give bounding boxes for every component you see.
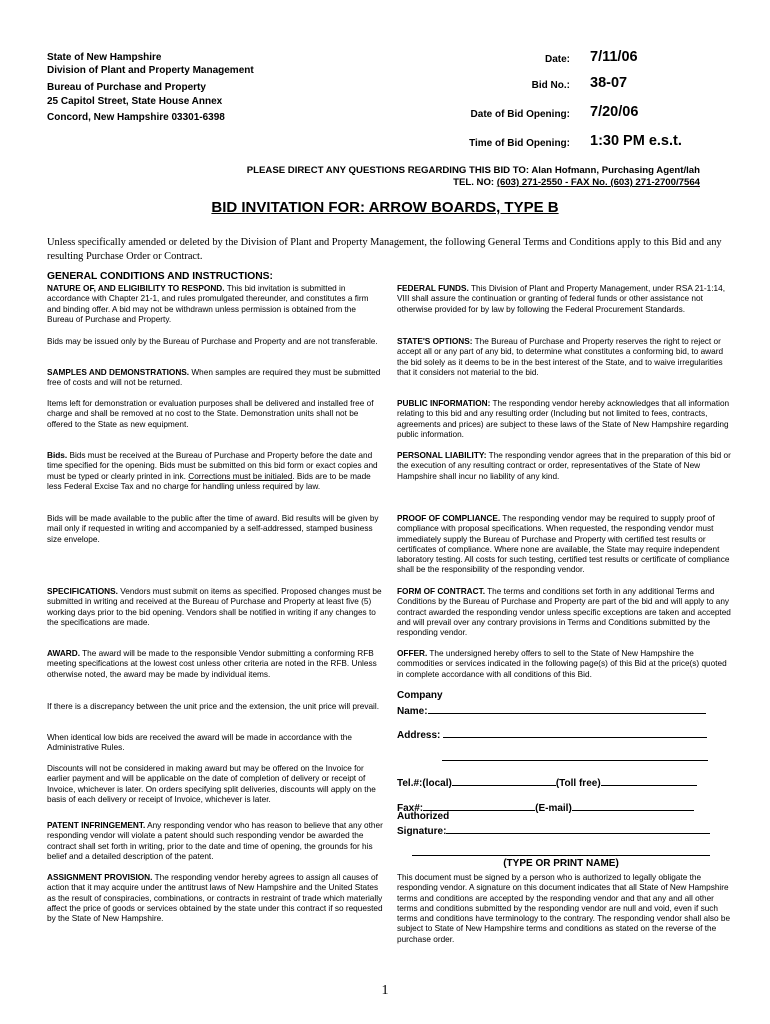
questions-contact bbox=[180, 165, 700, 189]
questions-line: PLEASE DIRECT ANY QUESTIONS REGARDING THIS BID TO: Alan Hofmann, Purchasing Agent/lah bbox=[246, 165, 700, 176]
issued-clause: Bids may be issued only by the Bureau of Purchase and Property and are not transferable. bbox=[47, 337, 378, 346]
phone-fax-numbers: (603) 271-2550 - FAX No. (603) 271-2700/7564 bbox=[496, 177, 700, 188]
issuer-city: Concord, New Hampshire 03301-6398 bbox=[47, 112, 225, 123]
federal-funds-clause: FEDERAL FUNDS. This Division of Plant and Property Management, under RSA 21-1:14, VIII shall assure the continuation or granting of federal funds or other assistance not otherwise provided for by law by following the Federal Procurement Standards. bbox=[397, 284, 726, 314]
issuer-address bbox=[47, 50, 254, 126]
general-conditions-heading: GENERAL CONDITIONS AND INSTRUCTIONS: bbox=[47, 271, 273, 282]
company-label: Company bbox=[397, 690, 443, 701]
bid-results-clause: Bids will be made available to the public after the time of award. Bid results will be given by mail only if requested in writing and accompanied by a self-addressed, stamped business size envelope. bbox=[47, 514, 379, 544]
issuer-street: 25 Capitol Street, State House Annex bbox=[47, 95, 223, 107]
issuer-state: State of New Hampshire bbox=[47, 52, 162, 63]
authorized-label: Authorized bbox=[397, 811, 450, 822]
address-field[interactable]: Address: bbox=[397, 727, 707, 741]
signature-field[interactable]: Signature: bbox=[397, 823, 710, 837]
address-line-2[interactable] bbox=[442, 760, 708, 761]
toll-free-label: (Toll free) bbox=[555, 778, 601, 789]
demonstration-items-clause: Items left for demonstration or evaluation purposes shall be delivered and installed free of charge and shall be removed at no cost to the State. Demonstration units shall not be offered to the State as new equipment. bbox=[47, 399, 374, 429]
proof-of-compliance-clause: PROOF OF COMPLIANCE. The responding vendor may be required to supply proof of compliance with proposal specifications. When requested, the responding vendor must immediately supply the Bureau of Purchase and Property with certified test results or certificates of compliance. Where none are available, the State may require independent laboratory testing. All costs for such testing, certified test results or certificate of compliance shall be the responsibility of the responding vendor. bbox=[397, 514, 730, 575]
bid-opening-date-value: 7/20/06 bbox=[590, 104, 639, 120]
public-information-clause: PUBLIC INFORMATION: The responding vendor hereby acknowledges that all information relating to this bid and any resulting order (Including but not limited to fees, contracts, agreements and prices) are subject to these laws of the State of New Hampshire regarding public information. bbox=[397, 399, 730, 439]
discrepancy-clause: If there is a discrepancy between the unit price and the extension, the unit price will prevail. bbox=[47, 702, 380, 711]
bid-no-label: Bid No.: bbox=[531, 80, 570, 91]
document-title: BID INVITATION FOR: ARROW BOARDS, TYPE B bbox=[211, 199, 559, 216]
type-print-name-label: (TYPE OR PRINT NAME) bbox=[503, 858, 619, 869]
discounts-clause: Discounts will not be considered in making award but may be offered on the Invoice for earlier payment and will be applicable on the date of completion of delivery or receipt of Invoice, whichever is later. On orders specifying split deliveries, discounts will apply on the basis of each delivery or receipt of Invoice, whichever is later. bbox=[47, 764, 376, 804]
signature-authority-note: This document must be signed by a person who is authorized to legally obligate the responding vendor. A signature on this document indicates that all State of New Hampshire terms and conditions are accepted by the responding vendor and that any and all other terms and conditions submitted by the responding vendor are null and void, even if such terms and conditions have terminology to the contrary. The responding vendor shall also be subject to State of New Hampshire terms and conditions as stated on the reverse of the purchase order. bbox=[397, 873, 731, 944]
patent-infringement-clause: PATENT INFRINGEMENT. Any responding vendor who has reason to believe that any other responding vendor will violate a patent should such responding vendor be awarded the contract shall set forth in writing, prior to the date and time of opening, the grounds for his belief and a detailed description of the patent. bbox=[47, 821, 383, 861]
date-value: 7/11/06 bbox=[590, 49, 638, 65]
bid-opening-time-label: Time of Bid Opening: bbox=[469, 138, 570, 149]
form-of-contract-clause: FORM OF CONTRACT. The terms and conditions set forth in any additional Terms and Conditions by the Bureau of Purchase and Property are part of the bid and will apply to any contract awarded the responding vendor unless specific exceptions are taken and accepted and will prevail over any contrary provisions in Terms and Conditions submitted by the responding vendor. bbox=[397, 587, 731, 638]
issuer-bureau: Bureau of Purchase and Property bbox=[47, 82, 206, 93]
company-name-field[interactable]: Name: bbox=[397, 703, 706, 717]
questions-phone-line: TEL. NO: (603) 271-2550 - FAX No. (603) 271-2700/7564 bbox=[453, 177, 700, 188]
telephone-field[interactable]: Tel.#:(local) (Toll free) bbox=[397, 775, 697, 789]
states-options-clause: STATE'S OPTIONS: The Bureau of Purchase and Property reserves the right to reject or accept all or any part of any bid, to determine what constitutes a conforming bid, to award the bid solely as it deems to be in the best interest of the State, and to waive irregularities that it considers not material to the bid. bbox=[397, 337, 724, 377]
identical-bids-clause: When identical low bids are received the award will be made in accordance with the Administrative Rules. bbox=[47, 733, 352, 753]
assignment-provision-clause: ASSIGNMENT PROVISION. The responding vendor hereby agrees to assign all causes of action that it may acquire under the antitrust laws of New Hampshire and the United States as the result of conspiracies, combinations, or contracts in restraint of trade which materially affect the price of goods or services obtained by the state under this contract if so requested by the State of New Hampshire. bbox=[47, 873, 383, 924]
bids-clause: Bids. Bids must be received at the Bureau of Purchase and Property before the date and time specified for the opening. Bids must be submitted on this bid form or exact copies and must be typed or clearly printed in ink. Corrections must be initialed. Bids are to be made less Federal Excise Tax and no charge for handling unless required by law. bbox=[47, 451, 378, 491]
bid-opening-date-label: Date of Bid Opening: bbox=[470, 109, 570, 120]
nature-eligibility-clause: NATURE OF, AND ELIGIBILITY TO RESPOND. This bid invitation is submitted in accordance with Chapter 21-1, and rules promulgated thereunder, and constitutes a firm and binding offer. A bid may not be withdrawn unless permission is obtained from the Bureau of Purchase and Property. bbox=[47, 284, 369, 324]
specifications-clause: SPECIFICATIONS. Vendors must submit on items as specified. Proposed changes must be submitted in writing and received at the Bureau of Purchase and Property at least five (5) working days prior to the bid opening. Vendors shall be notified in writing if any changes to the specifications are made. bbox=[47, 587, 382, 627]
samples-clause: SAMPLES AND DEMONSTRATIONS. When samples are required they must be submitted free of costs and will not be returned. bbox=[47, 368, 381, 388]
date-label: Date: bbox=[544, 54, 570, 65]
intro-paragraph: Unless specifically amended or deleted by the Division of Plant and Property Management, the following General Terms and Conditions apply to this Bid and any resulting Purchase Order or Contract. bbox=[47, 237, 722, 262]
printed-name-line[interactable] bbox=[412, 855, 710, 856]
fax-email-field[interactable]: Fax#: (E-mail) bbox=[397, 800, 694, 814]
bid-opening-time-value: 1:30 PM e.s.t. bbox=[590, 133, 682, 149]
award-clause: AWARD. The award will be made to the responsible Vendor submitting a conforming RFB meeting specifications at the lowest cost unless other criteria are noted in the RFB. Unless otherwise noted, the award may be made by individual items. bbox=[47, 649, 377, 679]
bid-no-value: 38-07 bbox=[590, 75, 628, 91]
page-number: 1 bbox=[381, 983, 389, 998]
offer-clause: OFFER. The undersigned hereby offers to sell to the State of New Hampshire the commodities or services indicated in the following page(s) of this Bid at the price(s) quoted in complete accordance with all conditions of this Bid. bbox=[397, 649, 727, 679]
email-label: (E-mail) bbox=[535, 803, 572, 814]
issuer-division: Division of Plant and Property Management bbox=[47, 64, 254, 76]
personal-liability-clause: PERSONAL LIABILITY: The responding vendor agrees that in the preparation of this bid or the execution of any resulting contract or order, representatives of the State of New Hampshire shall incur no liability of any kind. bbox=[397, 451, 731, 481]
